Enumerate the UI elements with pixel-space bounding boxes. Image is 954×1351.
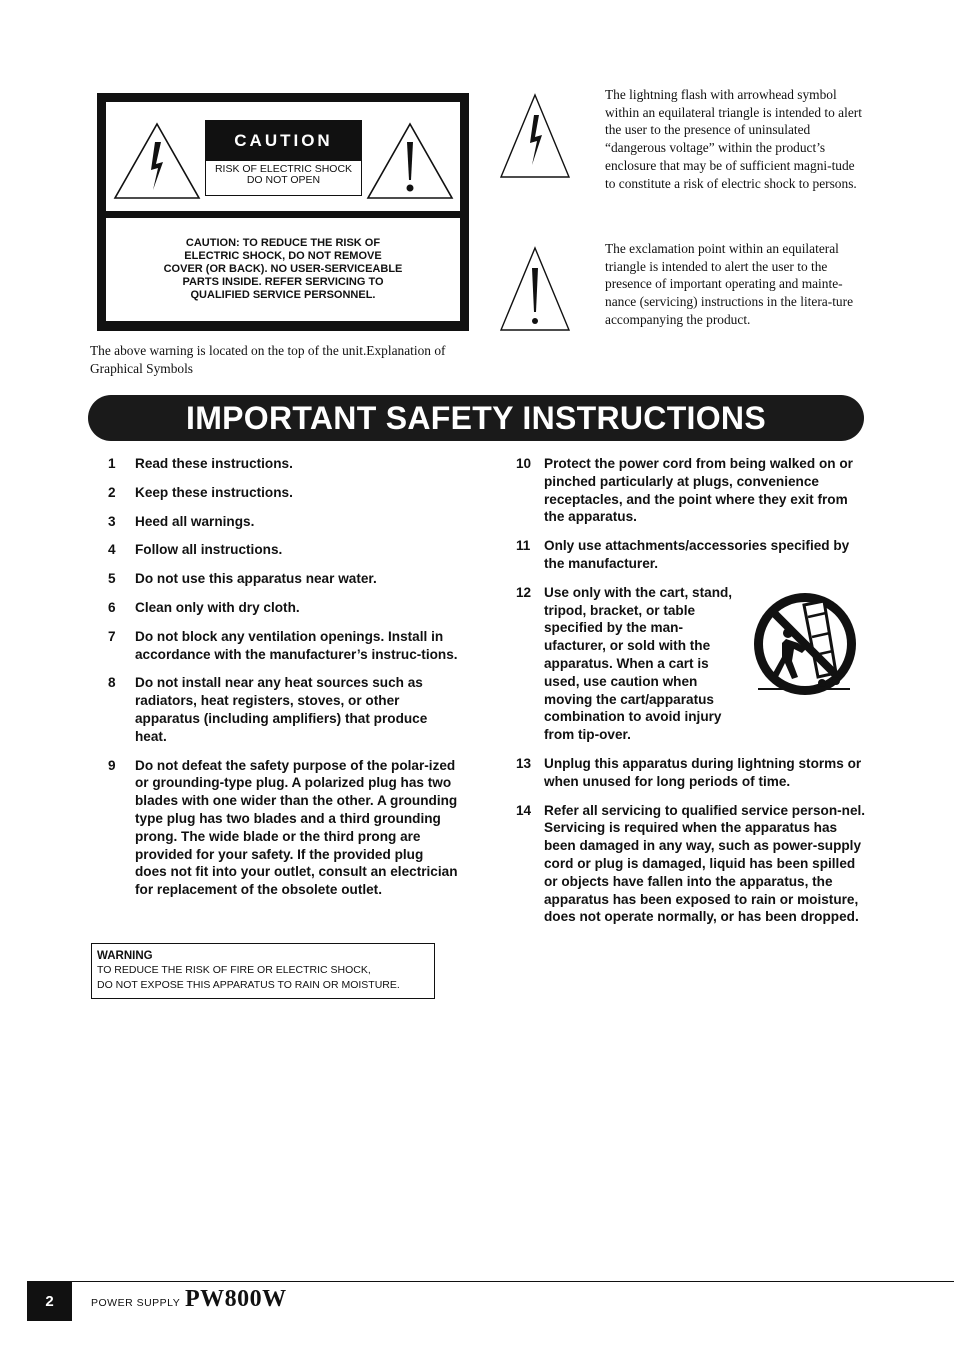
item-text: Read these instructions. (135, 456, 293, 471)
exclamation-triangle-icon (499, 246, 571, 332)
warning-location-note: The above warning is located on the top of the unit.Explanation of Graphical Symbols (90, 343, 446, 376)
item-number: 5 (108, 571, 116, 587)
item-number: 11 (516, 538, 531, 554)
item-number: 8 (108, 675, 116, 691)
item-text: Use only with the cart, stand, tripod, bracket, or table specified by the man-ufacturer, or sold with the apparatus. When a cart is used, use caution when moving the cart/apparatus combination to avoid injury from tip-over. (544, 584, 733, 743)
item-number: 6 (108, 599, 116, 615)
page-title: IMPORTANT SAFETY INSTRUCTIONS (186, 399, 766, 436)
item-text: Only use attachments/accessories specified by the manufacturer. (544, 538, 850, 571)
item-number: 14 (516, 802, 532, 818)
item-text: Keep these instructions. (135, 484, 293, 500)
lightning-triangle-icon (111, 120, 203, 202)
lightning-symbol-explanation: The lightning flash with arrowhead symbol within an equilateral triangle is intended to alert the user to the presence of uninsulated “dangerous voltage” within the product’s enclosure that may be of sufficient magni-tude to constitute a risk of electric shock to persons. (605, 87, 862, 191)
footer-rule (27, 1281, 954, 1282)
item-number: 2 (108, 484, 116, 500)
item-number: 1 (108, 456, 116, 471)
warning-title: WARNING (97, 950, 153, 962)
list-item (516, 802, 866, 927)
item-text: Clean only with dry cloth. (135, 599, 300, 615)
exclamation-triangle-icon (364, 120, 456, 202)
caution-body-text: CAUTION: TO REDUCE THE RISK OF ELECTRIC SHOCK, DO NOT REMOVE COVER (OR BACK). NO USER-SERVICEABLE PARTS INSIDE. REFER SERVICING TO QUALIFIED SERVICE PERSONNEL. (163, 237, 403, 301)
section-header-banner (88, 395, 864, 441)
item-text: Heed all warnings. (135, 513, 255, 529)
item-number: 12 (516, 584, 532, 600)
item-number: 10 (516, 456, 532, 471)
item-text: Protect the power cord from being walked on or pinched particularly at plugs, convenience receptacles, and the point where they exit from the apparatus. (544, 456, 853, 525)
item-text: Follow all instructions. (135, 542, 283, 558)
caution-subtitle: RISK OF ELECTRIC SHOCK DO NOT OPEN (214, 163, 353, 186)
item-number: 9 (108, 757, 116, 773)
item-number: 13 (516, 755, 532, 771)
instructions-left-column (108, 455, 458, 899)
list-item (108, 674, 458, 745)
list-item (108, 484, 458, 502)
footer-product-label: POWER SUPPLY (91, 1297, 181, 1309)
warning-box (91, 943, 435, 999)
list-item (108, 599, 458, 617)
exclamation-symbol-explanation: The exclamation point within an equilateral triangle is intended to alert the user to the presence of important operating and mainte-nance (servicing) instructions in the litera-ture accompanying the product. (605, 241, 854, 327)
cart-tipover-icon (752, 591, 858, 697)
list-item (516, 455, 866, 526)
list-item (108, 628, 458, 664)
item-text: Do not defeat the safety purpose of the polar-ized or grounding-type plug. A polarized plug has two blades with one wider than the other. A grounding type plug has two blades and a third grounding prong. The wide blade or the third prong are provided for your safety. If the provided plug does not fit into your outlet, consult an electrician for replacement of the obsolete outlet. (135, 757, 458, 898)
list-item (108, 541, 458, 559)
item-number: 4 (108, 542, 116, 558)
caution-label-box (205, 120, 362, 196)
footer-model-name: PW800W (185, 1286, 287, 1312)
list-item (108, 455, 458, 473)
caution-bottom-section (106, 218, 460, 321)
list-item (108, 513, 458, 531)
caution-panel (97, 93, 469, 331)
item-text: Do not use this apparatus near water. (135, 571, 377, 587)
item-text: Refer all servicing to qualified service person-nel. Servicing is required when the apparatus has been damaged in any way, such as power-supply cord or plug is damaged, liquid has been spilled or objects have fallen into the apparatus, the apparatus has been exposed to rain or moisture, does not operate normally, or has been dropped. (544, 802, 866, 925)
caution-title: CAUTION (206, 121, 361, 161)
item-number: 3 (108, 513, 116, 529)
item-text: Do not install near any heat sources such as radiators, heat registers, stoves, or other apparatus (including amplifiers) that produce heat. (135, 675, 428, 744)
list-item (516, 755, 866, 791)
warning-line: DO NOT EXPOSE THIS APPARATUS TO RAIN OR MOISTURE. (97, 979, 400, 991)
warning-line: TO REDUCE THE RISK OF FIRE OR ELECTRIC SHOCK, (97, 964, 371, 976)
list-item (516, 537, 866, 573)
list-item (108, 570, 458, 588)
item-text: Unplug this apparatus during lightning storms or when unused for long periods of time. (544, 755, 862, 789)
page-number: 2 (27, 1281, 72, 1321)
item-number: 7 (108, 628, 116, 644)
list-item (108, 757, 458, 899)
lightning-triangle-icon (499, 93, 571, 179)
item-text: Do not block any ventilation openings. Install in accordance with the manufacturer’s instruc-tions. (135, 628, 458, 662)
caution-top-section (106, 102, 460, 211)
